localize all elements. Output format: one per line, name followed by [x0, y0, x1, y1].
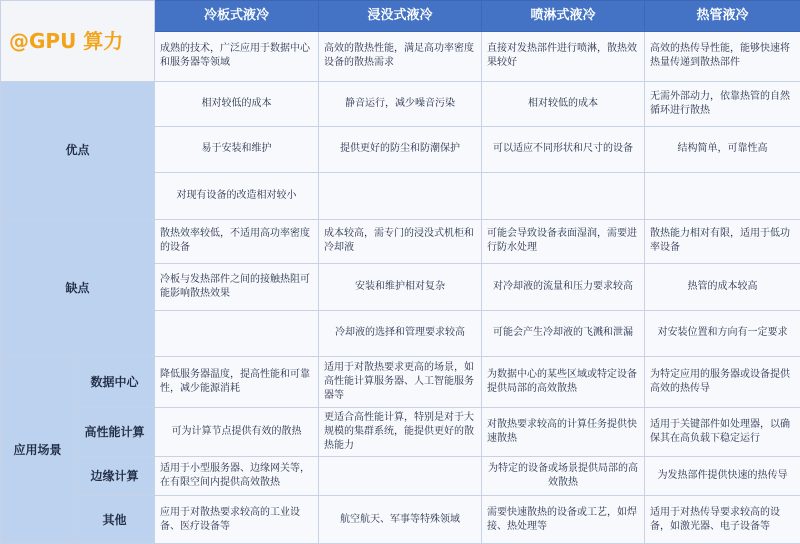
column-header-spray: 喷淋式液冷: [482, 1, 645, 32]
table-cell: 冷板与发热部件之间的接触热阻可能影响散热效果: [155, 263, 319, 311]
table-cell: 适用于对散热要求更高的场景，如高性能计算服务器、人工智能服务器等: [319, 356, 482, 408]
column-header-heat-pipe: 热管液冷: [645, 1, 800, 32]
table-cell: 高效的热传导性能，能够快速将热量传递到散热部件: [645, 32, 800, 82]
table-cell: 结构简单，可靠性高: [645, 127, 800, 173]
category-applications: 应用场景: [1, 356, 75, 543]
table-cell: 对现有设备的改造相对较小: [155, 172, 319, 220]
table-cell: 安装和维护相对复杂: [319, 263, 482, 311]
table-cell: 无需外部动力，依靠热管的自然循环进行散热: [645, 81, 800, 127]
table-cell: 降低服务器温度，提高性能和可靠性，减少能源消耗: [155, 356, 319, 408]
header-row: [1, 1, 800, 32]
table-cell: 提供更好的防尘和防潮保护: [319, 127, 482, 173]
table-cell: 直接对发热部件进行喷淋，散热效果较好: [482, 32, 645, 82]
watermark-label: @GPU 算力: [1, 1, 155, 82]
subcategory-data-center: 数据中心: [75, 356, 155, 408]
table-cell: 可为计算节点提供有效的散热: [155, 408, 319, 457]
table-cell: 为特定应用的服务器或设备提供高效的热传导: [645, 356, 800, 408]
table-cell: 相对较低的成本: [482, 81, 645, 127]
table-cell: [319, 172, 482, 220]
table-cell: 为特定的设备或场景提供局部的高效散热: [482, 457, 645, 496]
table-cell: 高效的散热性能，满足高功率密度设备的散热需求: [319, 32, 482, 82]
table-cell: 成熟的技术，广泛应用于数据中心和服务器等领域: [155, 32, 319, 82]
table-cell: 适用于关键部件如处理器，以确保其在高负载下稳定运行: [645, 408, 800, 457]
disadvantage-row: [1, 220, 800, 263]
table-cell: 需要快速散热的设备或工艺，如焊接、热处理等: [482, 496, 645, 544]
table-cell: 应用于对散热要求较高的工业设备、医疗设备等: [155, 496, 319, 544]
application-row: [1, 408, 800, 457]
table-cell: 成本较高，需专门的浸没式机柜和冷却液: [319, 220, 482, 263]
table-cell: 更适合高性能计算，特别是对于大规模的集群系统，能提供更好的散热能力: [319, 408, 482, 457]
table-cell: 冷却液的选择和管理要求较高: [319, 311, 482, 357]
table-cell: 可以适应不同形状和尺寸的设备: [482, 127, 645, 173]
subcategory-hpc: 高性能计算: [75, 408, 155, 457]
table-cell: 对冷却液的流量和压力要求较高: [482, 263, 645, 311]
table-cell: 为数据中心的某些区域或特定设备提供局部的高效散热: [482, 356, 645, 408]
table-cell: 航空航天、军事等特殊领域: [319, 496, 482, 544]
subcategory-edge: 边缘计算: [75, 457, 155, 496]
table-cell: [155, 311, 319, 357]
table-cell: 易于安装和维护: [155, 127, 319, 173]
table-cell: 静音运行，减少噪音污染: [319, 81, 482, 127]
table-cell: 为发热部件提供快速的热传导: [645, 457, 800, 496]
application-row: [1, 356, 800, 408]
table-cell: 适用于对热传导要求较高的设备，如激光器、电子设备等: [645, 496, 800, 544]
application-row: [1, 457, 800, 496]
table-cell: 对散热要求较高的计算任务提供快速散热: [482, 408, 645, 457]
table-cell: 相对较低的成本: [155, 81, 319, 127]
table-cell: 适用于小型服务器、边缘网关等，在有限空间内提供高效散热: [155, 457, 319, 496]
table-cell: 可能会产生冷却液的飞溅和泄漏: [482, 311, 645, 357]
application-row: [1, 496, 800, 544]
table-cell: 可能会导致设备表面湿润，需要进行防水处理: [482, 220, 645, 263]
column-header-immersion: 浸没式液冷: [319, 1, 482, 32]
subcategory-other: 其他: [75, 496, 155, 544]
table-cell: 散热效率较低，不适用高功率密度的设备: [155, 220, 319, 263]
column-header-cold-plate: 冷板式液冷: [155, 1, 319, 32]
table-cell: 对安装位置和方向有一定要求: [645, 311, 800, 357]
advantage-row: [1, 81, 800, 127]
table-cell: [482, 172, 645, 220]
table-cell: [319, 457, 482, 496]
table-cell: 热管的成本较高: [645, 263, 800, 311]
table-cell: [645, 172, 800, 220]
category-disadvantages: 缺点: [1, 220, 155, 357]
table-cell: 散热能力相对有限，适用于低功率设备: [645, 220, 800, 263]
category-advantages: 优点: [1, 81, 155, 220]
